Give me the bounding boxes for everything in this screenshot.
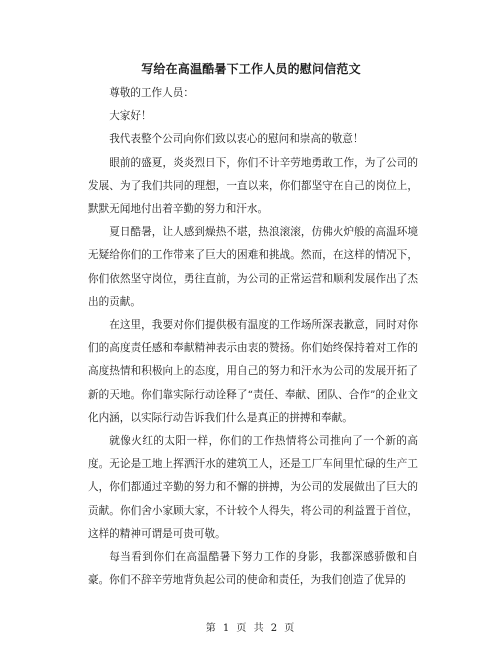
greeting: 大家好！ — [109, 110, 152, 123]
paragraph: 就像火红的太阳一样，你们的工作热情将公司推向了一个新的高度。无论是工地上挥洒汗水的建筑工人，还是工厂车间里忙碌的生产工人，你们都通过辛勤的努力和不懈的拼搏，为公司的发展做出了巨大的贡献。你们舍小家顾大家，不计较个人得失，将公司的利益置于首位，这样的精神可谓是可贵可敬。 — [88, 435, 418, 540]
page-title: 写给在高温酷暑下工作人员的慰问信范文 — [141, 62, 361, 76]
letter-body — [88, 82, 418, 592]
paragraph: 夏日酷暑，让人感到燥热不堪，热浪滚滚，仿佛火炉般的高温环境无疑给你们的工作带来了巨大的困难和挑战。然而，在这样的情况下，你们依然坚守岗位，勇往直前，为公司的正常运营和顺利发展作出了杰出的贡献。 — [88, 226, 418, 308]
paragraph: 每当看到你们在高温酷暑下努力工作的身影，我都深感骄傲和自豪。你们不辞辛劳地背负起公司的使命和责任，为我们创造了优异的 — [88, 551, 418, 587]
paragraph: 眼前的盛夏，炎炎烈日下，你们不计辛劳地勇敢工作，为了公司的发展、为了我们共同的理想，一直以来，你们都坚守在自己的岗位上，默默无闻地付出着辛勤的努力和汗水。 — [88, 156, 418, 216]
paragraph: 我代表整个公司向你们致以衷心的慰问和崇高的敬意！ — [109, 133, 364, 146]
page-footer: 第 1 页 共 2 页 — [205, 623, 297, 634]
salutation: 尊敬的工作人员： — [109, 87, 194, 99]
paragraph: 在这里，我要对你们提供极有温度的工作场所深表歉意，同时对你们的高度责任感和奉献精神表示由衷的赞扬。你们始终保持着对工作的高度热情和积极向上的态度，用自己的努力和汗水为公司的发展开拓了新的天地。你们靠实际行动诠释了“责任、奉献、团队、合作”的企业文化内涵，以实际行动告诉我们什么是真正的拼搏和奉献。 — [88, 319, 418, 424]
